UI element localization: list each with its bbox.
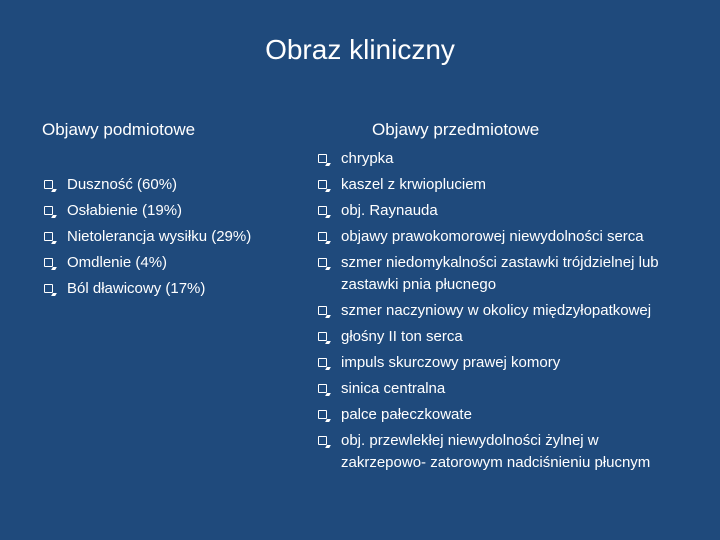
list-item-text: szmer niedomykalności zastawki trójdzielnej lub zastawki pnia płucnego [341,254,659,293]
square-bullet-icon [318,306,327,315]
list-item [318,300,663,322]
list-item-text: sinica centralna [341,380,446,397]
list-item [44,200,314,226]
list-item-text: Ból dławicowy (17%) [67,280,206,297]
square-bullet-icon [318,410,327,419]
list-item-text: kaszel z krwiopluciem [341,176,487,193]
list-item-text: chrypka [341,150,394,167]
list-item-text: Nietolerancja wysiłku (29%) [67,228,252,245]
list-item-text: impuls skurczowy prawej komory [341,354,561,371]
square-bullet-icon [318,358,327,367]
list-item [318,200,663,222]
list-item [44,174,314,200]
subjective-symptoms-list [44,174,314,304]
list-item [318,430,663,474]
square-bullet-icon [318,258,327,267]
square-bullet-icon [318,436,327,445]
list-item-text: palce pałeczkowate [341,406,472,423]
list-item-text: głośny II ton serca [341,328,463,345]
list-item [44,226,314,252]
list-item [318,326,663,348]
square-bullet-icon [318,232,327,241]
square-bullet-icon [44,232,53,241]
list-item-text: obj. Raynauda [341,202,438,219]
list-item-text: objawy prawokomorowej niewydolności serca [341,228,644,245]
square-bullet-icon [318,154,327,163]
subjective-symptoms-heading: Objawy podmiotowe [42,120,196,139]
list-item [318,252,663,296]
slide-title: Obraz kliniczny [265,34,455,65]
list-item [318,226,663,248]
list-item [44,278,314,304]
square-bullet-icon [44,180,53,189]
square-bullet-icon [318,332,327,341]
square-bullet-icon [44,284,53,293]
list-item-text: Duszność (60%) [67,176,178,193]
list-item [318,174,663,196]
objective-signs-list [318,148,663,478]
square-bullet-icon [318,180,327,189]
list-item-text: obj. przewlekłej niewydolności żylnej w zakrzepowo- zatorowym nadciśnieniu płucnym [341,432,651,471]
list-item-text: Omdlenie (4%) [67,254,168,271]
list-item-text: szmer naczyniowy w okolicy międzyłopatkowej [341,302,652,319]
square-bullet-icon [318,384,327,393]
square-bullet-icon [44,206,53,215]
list-item [318,148,663,170]
list-item [44,252,314,278]
objective-signs-heading: Objawy przedmiotowe [372,120,540,139]
square-bullet-icon [44,258,53,267]
list-item-text: Osłabienie (19%) [67,202,183,219]
list-item [318,352,663,374]
list-item [318,404,663,426]
list-item [318,378,663,400]
square-bullet-icon [318,206,327,215]
